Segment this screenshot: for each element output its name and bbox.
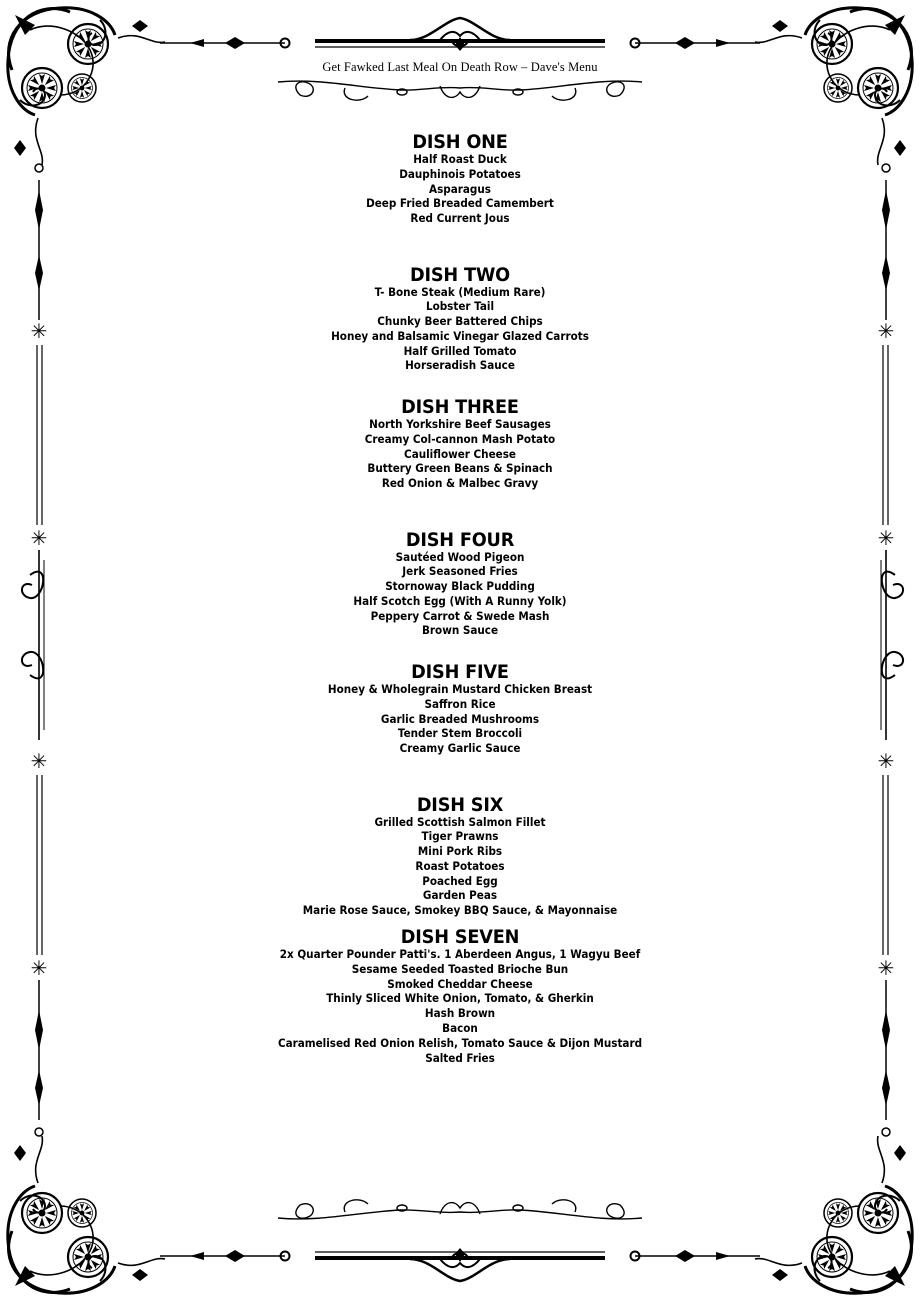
dish-item: Mini Pork Ribs <box>417 845 503 859</box>
dish-item: Poached Egg <box>422 874 498 888</box>
dish-section <box>0 661 920 794</box>
dish-items <box>0 816 920 920</box>
dish-item: Lobster Tail <box>425 300 495 314</box>
dish-item: Peppery Carrot & Swede Mash <box>370 609 550 623</box>
dish-list <box>0 131 920 1065</box>
dish-item: Thinly Sliced White Onion, Tomato, & Gherkin <box>326 992 594 1006</box>
dish-item: Red Current Jous <box>410 212 510 226</box>
dish-items <box>0 683 920 757</box>
dish-section <box>0 926 920 1065</box>
dish-section <box>0 396 920 529</box>
dish-item: Garden Peas <box>422 889 498 903</box>
dish-title: DISH TWO <box>409 263 510 286</box>
dish-item: Hash Brown <box>424 1007 496 1021</box>
dish-item: Buttery Green Beans & Spinach <box>367 462 553 476</box>
dish-section <box>0 264 920 397</box>
dish-items <box>0 948 920 1066</box>
dish-item: Half Roast Duck <box>413 153 507 166</box>
dish-item: Creamy Garlic Sauce <box>399 742 521 756</box>
dish-item: 2x Quarter Pounder Patti's. 1 Aberdeen Angus, 1 Wagyu Beef <box>279 948 641 961</box>
dish-item: Asparagus <box>429 182 491 196</box>
dish-item: Horseradish Sauce <box>405 359 515 373</box>
dish-items <box>0 551 920 640</box>
dish-item: Dauphinois Potatoes <box>399 167 521 181</box>
dish-title: DISH THREE <box>401 396 519 418</box>
svg-text:✳: ✳ <box>877 956 895 980</box>
svg-text:✳: ✳ <box>30 319 48 343</box>
dish-item: Red Onion & Malbec Gravy <box>381 477 539 491</box>
dish-item: Sautéed Wood Pigeon <box>395 550 525 564</box>
dish-item: Deep Fried Breaded Camembert <box>366 197 554 211</box>
dish-item: Brown Sauce <box>422 624 498 638</box>
svg-text:✳: ✳ <box>877 526 895 550</box>
dish-item: T- Bone Steak (Medium Rare) <box>374 285 546 299</box>
dish-item: Jerk Seasoned Fries <box>402 565 518 579</box>
dish-item: Sesame Seeded Toasted Brioche Bun <box>351 962 569 976</box>
dish-section <box>0 131 920 264</box>
dish-item: Roast Potatoes <box>415 859 505 873</box>
dish-title: DISH ONE <box>412 131 508 153</box>
dish-item: Chunky Beer Battered Chips <box>377 315 543 329</box>
dish-item: Half Scotch Egg (With A Runny Yolk) <box>353 594 567 608</box>
dish-title: DISH FOUR <box>405 528 515 551</box>
dish-section <box>0 529 920 662</box>
dish-item: Saffron Rice <box>424 697 496 711</box>
dish-items <box>0 153 920 227</box>
svg-text:✳: ✳ <box>30 749 48 773</box>
dish-item: North Yorkshire Beef Sausages <box>369 418 551 431</box>
dish-items <box>0 418 920 492</box>
dish-item: Salted Fries <box>425 1051 495 1065</box>
dish-item: Marie Rose Sauce, Smokey BBQ Sauce, & Mayonnaise <box>302 904 618 918</box>
dish-item: Creamy Col-cannon Mash Potato <box>364 432 556 446</box>
dish-title: DISH SIX <box>416 793 504 816</box>
dish-item: Half Grilled Tomato <box>403 344 517 358</box>
dish-item: Smoked Cheddar Cheese <box>387 977 533 991</box>
dish-item: Garlic Breaded Mushrooms <box>380 712 540 726</box>
dish-item: Caramelised Red Onion Relish, Tomato Sauce & Dijon Mustard <box>277 1036 643 1050</box>
svg-text:✳: ✳ <box>30 956 48 980</box>
dish-item: Stornoway Black Pudding <box>385 580 535 594</box>
dish-item: Tiger Prawns <box>421 830 499 844</box>
svg-text:✳: ✳ <box>877 749 895 773</box>
dish-section <box>0 794 920 927</box>
dish-item: Cauliflower Cheese <box>404 447 516 461</box>
dish-item: Tender Stem Broccoli <box>397 727 523 741</box>
dish-title: DISH FIVE <box>411 661 509 683</box>
dish-item: Grilled Scottish Salmon Fillet <box>374 815 546 829</box>
menu-header-title: Get Fawked Last Meal On Death Row – Dave's Menu <box>322 60 598 74</box>
svg-text:✳: ✳ <box>30 526 48 550</box>
svg-text:✳: ✳ <box>877 319 895 343</box>
dish-item: Bacon <box>442 1021 478 1035</box>
dish-item: Honey and Balsamic Vinegar Glazed Carrots <box>331 329 589 343</box>
dish-items <box>0 286 920 375</box>
dish-item: Honey & Wholegrain Mustard Chicken Breast <box>327 683 593 696</box>
dish-title: DISH SEVEN <box>400 926 520 948</box>
